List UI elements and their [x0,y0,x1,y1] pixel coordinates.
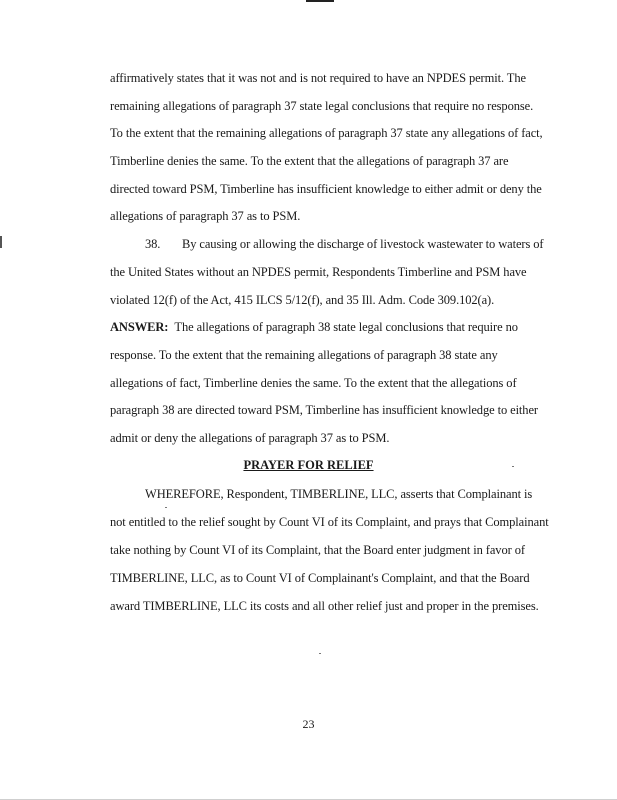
prayer-for-relief-heading: PRAYER FOR RELIEF [243,458,374,472]
text-line: response. To the extent that the remaining allegations of paragraph 38 state any [110,348,498,362]
text-line: admit or deny the allegations of paragraph 37 as to PSM. [110,431,390,445]
text-line: paragraph 38 are directed toward PSM, Timberline has insufficient knowledge to either [110,403,538,417]
scan-speck [319,653,321,654]
paragraph-number: 38. [145,237,161,251]
text-line: Timberline denies the same. To the extent that the allegations of paragraph 37 are [110,154,509,168]
text-line: allegations of paragraph 37 as to PSM. [110,209,301,223]
text-line: take nothing by Count VI of its Complaint, that the Board enter judgment in favor of [110,543,525,557]
paragraph-text: By causing or allowing the discharge of livestock wastewater to waters of [182,237,544,251]
scan-edge-mark [306,0,334,2]
text-line: allegations of fact, Timberline denies the same. To the extent that the allegations of [110,376,517,390]
scan-edge-mark [0,236,2,248]
text-line: remaining allegations of paragraph 37 state legal conclusions that require no response. [110,99,534,113]
text-line: TIMBERLINE, LLC, as to Count VI of Complainant's Complaint, and that the Board [110,571,530,585]
text-line: not entitled to the relief sought by Count VI of its Complaint, and prays that Complainant [110,515,549,529]
scan-speck [512,466,514,467]
text-line: affirmatively states that it was not and is not required to have an NPDES permit. The [110,71,526,85]
text-line: the United States without an NPDES permit, Respondents Timberline and PSM have [110,265,527,279]
text-line: WHEREFORE, Respondent, TIMBERLINE, LLC, asserts that Complainant is [145,487,533,501]
answer-38-first-line [110,320,518,334]
scan-speck [165,507,167,508]
text-line: To the extent that the remaining allegations of paragraph 37 state any allegations of fact, [110,126,543,140]
paragraph-38-first-line [145,237,543,251]
page-number: 23 [302,717,315,731]
answer-text: The allegations of paragraph 38 state legal conclusions that require no [174,320,518,334]
text-line: violated 12(f) of the Act, 415 ILCS 5/12(f), and 35 Ill. Adm. Code 309.102(a). [110,293,495,307]
text-line: award TIMBERLINE, LLC its costs and all other relief just and proper in the premises. [110,599,539,613]
answer-label: ANSWER: [110,320,169,334]
text-line: directed toward PSM, Timberline has insufficient knowledge to either admit or deny the [110,182,542,196]
